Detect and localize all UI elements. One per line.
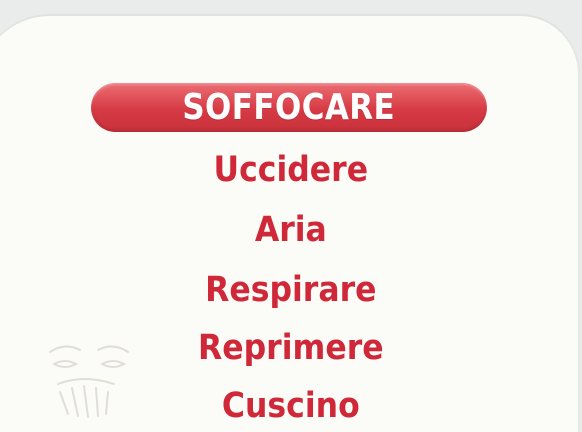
taboo-word-3: Respirare (205, 270, 377, 310)
taboo-word-2: Aria (254, 210, 327, 250)
taboo-word-5: Cuscino (221, 386, 360, 426)
taboo-word-4: Reprimere (198, 328, 384, 368)
title-banner (91, 83, 487, 132)
card-title: SOFFOCARE (182, 86, 396, 128)
taboo-word-1: Uccidere (213, 150, 369, 190)
